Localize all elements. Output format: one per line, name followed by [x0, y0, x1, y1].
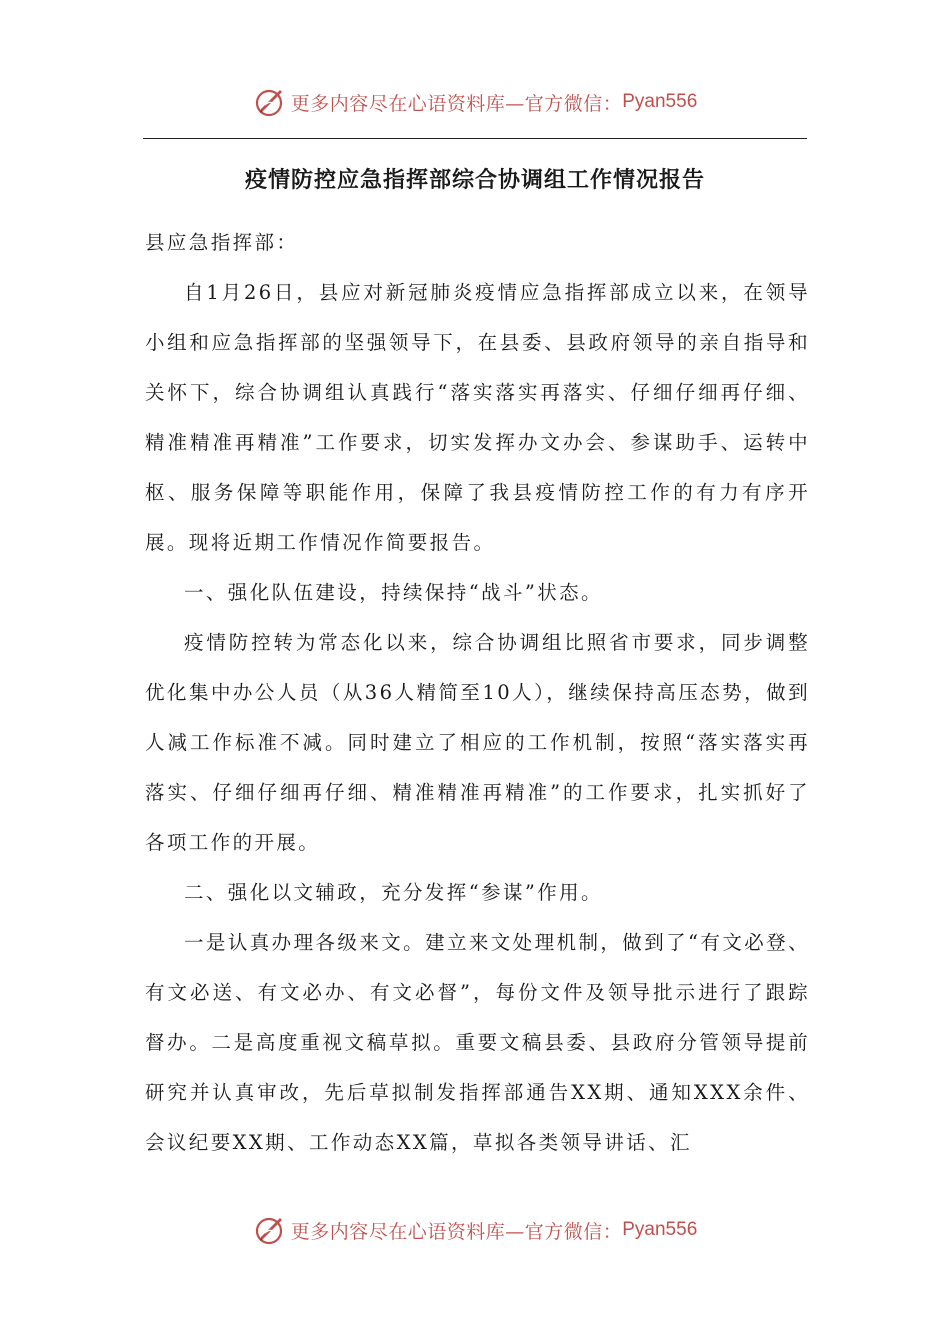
banner-slogan: 更多内容尽在心语资料库—官方微信：	[290, 1220, 623, 1243]
pen-logo-icon	[253, 1213, 287, 1247]
paragraph-section-2: 一是认真办理各级来文。建立来文处理机制，做到了“有文必登、有文必送、有文必办、有文必督”，每份文件及领导批示进行了跟踪督办。二是高度重视文稿草拟。重要文稿县委、县政府分管领导提前研究并认真审改，先后草拟制发指挥部通告XX期、通知XXX余件、会议纪要XX期、工作动态XX篇，草拟各类领导讲话、汇	[145, 931, 810, 1154]
footer-banner	[0, 1210, 950, 1250]
section-heading-1: 一、强化队伍建设，持续保持“战斗”状态。	[184, 581, 603, 604]
pen-logo-icon	[253, 85, 287, 119]
document-title: 疫情防控应急指挥部综合协调组工作情况报告	[244, 167, 705, 193]
salutation: 县应急指挥部：	[145, 231, 299, 254]
paragraph-intro: 自1月26日，县应对新冠肺炎疫情应急指挥部成立以来，在领导小组和应急指挥部的坚强领导下，在县委、县政府领导的亲自指导和关怀下，综合协调组认真践行“落实落实再落实、仔细仔细再仔细、精准精准再精准”工作要求，切实发挥办文办会、参谋助手、运转中枢、服务保障等职能作用，保障了我县疫情防控工作的有力有序开展。现将近期工作情况作简要报告。	[145, 281, 810, 554]
paragraph-section-1: 疫情防控转为常态化以来，综合协调组比照省市要求，同步调整优化集中办公人员（从36人精简至10人），继续保持高压态势，做到人减工作标准不减。同时建立了相应的工作机制，按照“落实落实再落实、仔细仔细再仔细、精准精准再精准”的工作要求，扎实抓好了各项工作的开展。	[145, 631, 810, 854]
banner-wechat-id: Pyan556	[622, 91, 698, 112]
header-banner	[0, 82, 950, 122]
header-divider	[143, 138, 807, 139]
document-body	[145, 218, 810, 1168]
section-heading-2: 二、强化以文辅政，充分发挥“参谋”作用。	[184, 881, 603, 904]
banner-wechat-id: Pyan556	[622, 1219, 698, 1240]
banner-slogan: 更多内容尽在心语资料库—官方微信：	[290, 92, 623, 115]
